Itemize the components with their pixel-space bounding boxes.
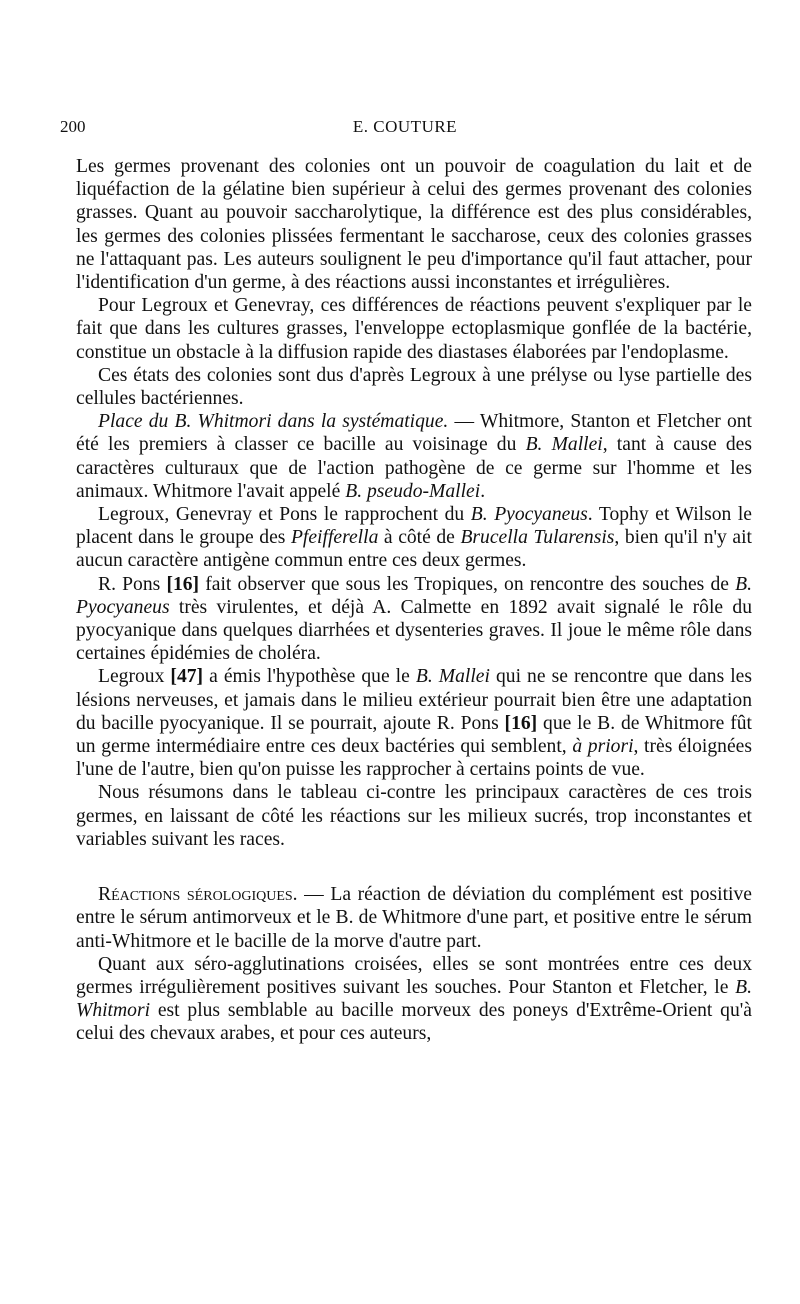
paragraph: Place du B. Whitmori dans la systématique. — Whitmore, Stanton et Fletcher ont été les premiers à classer ce bacille au voisinage du B. Mallei, tant à cause des caractères culturaux que de l'action pathogène de ce germe sur l'homme et les animaux. Whitmore l'avait appelé B. pseudo-Mallei.: [76, 411, 753, 502]
paragraph: R. Pons [16] fait observer que sous les Tropiques, on rencontre des souches de B. Pyocyaneus très virulentes, et déjà A. Calmette en 1892 avait signalé le rôle du pyocyanique dans quelques diarrhées et dysenteries graves. Il joue le même rôle dans certaines épidémies de choléra.: [76, 573, 753, 665]
paragraph: Pour Legroux et Genevray, ces différences de réactions peuvent s'expliquer par le fait que dans les cultures grasses, l'enveloppe ectoplasmique gonflée de la bactérie, constitue un obstacle à la diffusion rapide des diastases élaborées par l'endoplasme.: [76, 295, 752, 363]
citation: [47]: [170, 666, 204, 688]
citation: [16]: [504, 712, 538, 734]
citation: [16]: [166, 573, 200, 595]
section-heading: Réactions sérologiques.: [98, 884, 298, 906]
running-title: E. COUTURE: [352, 117, 458, 136]
paragraph: Legroux, Genevray et Pons le rapprochent du B. Pyocyaneus. Tophy et Wilson le placent dans le groupe des Pfeifferella à côté de Brucella Tularensis, bien qu'il n'y ait aucun caractère antigène commun entre ces deux germes.: [76, 504, 753, 572]
section-heading: Place du B. Whitmori dans la systématique.: [98, 411, 449, 433]
paragraph: Quant aux séro-agglutinations croisées, elles se sont montrées entre ces deux germes irrégulièrement positives suivant les souches. Pour Stanton et Fletcher, le B. Whitmori est plus semblable au bacille morveux des poneys d'Extrême-Orient qu'à celui des chevaux arabes, et pour ces auteurs,: [76, 953, 752, 1045]
page-header: [60, 116, 750, 138]
paragraph: Nous résumons dans le tableau ci-contre les principaux caractères de ces trois germes, en laissant de côté les réactions sur les milieux sucrés, trop inconstantes et variables suivant les races.: [76, 782, 752, 850]
page-number: 200: [60, 117, 86, 136]
paragraph: Réactions sérologiques. — La réaction de déviation du complément est positive entre le sérum antimorveux et le B. de Whitmore d'une part, et positive entre le sérum anti-Whitmore et le bacille de la morve d'autre part.: [76, 884, 752, 952]
paragraph: Ces états des colonies sont dus d'après Legroux à une prélyse ou lyse partielle des cellules bactériennes.: [76, 364, 752, 410]
paragraph: Legroux [47] a émis l'hypothèse que le B. Mallei qui ne se rencontre que dans les lésions nerveuses, et jamais dans le milieu extérieur pourrait bien être une adaptation du bacille pyocyanique. Il se pourrait, ajoute R. Pons [16] que le B. de Whitmore fût un germe intermédiaire entre ces deux bactéries qui semblent, à priori, très éloignées l'une de l'autre, bien qu'on puisse les rapprocher à certains points de vue.: [76, 666, 753, 781]
paragraph: Les germes provenant des colonies ont un pouvoir de coagulation du lait et de liquéfaction de la gélatine bien supérieur à celui des germes provenant des colonies grasses. Quant au pouvoir saccharolytique, la différence est des plus considérables, les germes des colonies plissées fermentant le saccharose, ceux des colonies grasses ne l'attaquant pas. Les auteurs soulignent le peu d'importance qu'il faut attacher, pour l'identification d'un germe, à des réactions aussi inconstantes et irrégulières.: [76, 156, 752, 294]
section-gap: [76, 851, 752, 883]
body-text: [76, 155, 752, 1046]
